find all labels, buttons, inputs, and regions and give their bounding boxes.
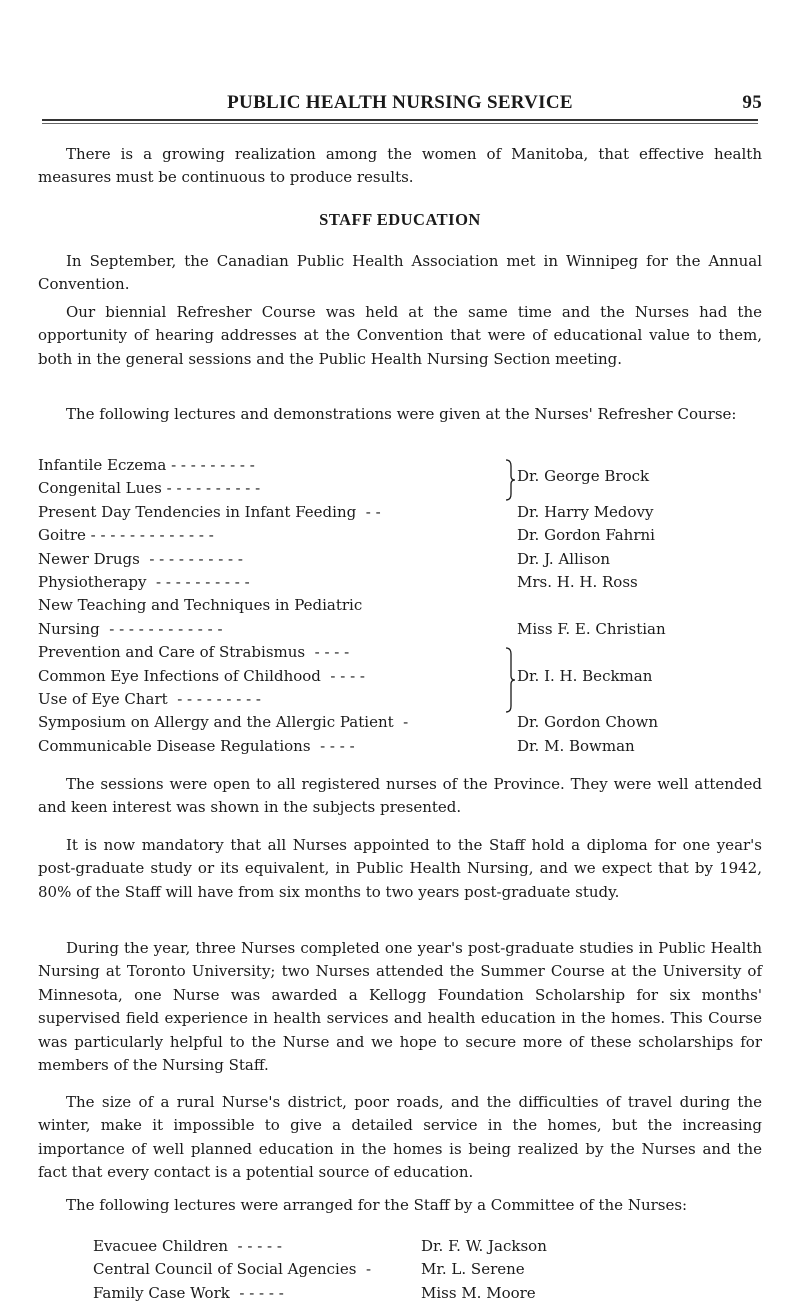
lecture-row xyxy=(38,573,762,596)
paragraph-6-block xyxy=(38,937,762,1077)
lecture-row xyxy=(38,526,762,549)
lecture-topic: Congenital Lues - - - - - - - - - - xyxy=(38,479,261,498)
lecture-row xyxy=(38,667,762,690)
paragraph-1: In September, the Canadian Public Health Association met in Winnipeg for the Annual Convention. xyxy=(38,252,762,294)
paragraph-4-block xyxy=(38,773,762,820)
header-title: PUBLIC HEALTH NURSING SERVICE xyxy=(227,92,573,113)
paragraph-4: The sessions were open to all registered nurses of the Province. They were well attended and keen interest was shown in the subjects presented. xyxy=(38,775,762,817)
staff-lecture-topic: Family Case Work - - - - - xyxy=(93,1283,284,1302)
lecture-topic: Symposium on Allergy and the Allergic Patient - xyxy=(38,713,409,732)
lecture-row xyxy=(38,643,762,666)
section-title: STAFF EDUCATION xyxy=(319,210,481,229)
speaker-beckman: Dr. I. H. Beckman xyxy=(517,667,653,685)
lecture-topic: Physiotherapy - - - - - - - - - - xyxy=(38,572,250,591)
lecture-row xyxy=(38,550,762,573)
lecture-row xyxy=(38,456,762,479)
lecture-speaker: Dr. Harry Medovy xyxy=(517,502,654,521)
lecture-topic: Newer Drugs - - - - - - - - - - xyxy=(38,549,243,568)
brace-beckman xyxy=(504,646,516,714)
speaker-brock: Dr. George Brock xyxy=(517,467,650,485)
paragraph-7-block xyxy=(38,1091,762,1185)
lecture-row xyxy=(38,620,762,643)
intro-paragraph-block xyxy=(38,143,762,190)
lecture-row xyxy=(38,737,762,760)
lecture-speaker: Mrs. H. H. Ross xyxy=(517,572,638,591)
paragraph-3: The following lectures and demonstrations were given at the Nurses' Refresher Course: xyxy=(66,405,737,423)
staff-lecture-speaker: Dr. F. W. Jackson xyxy=(421,1237,547,1255)
paragraph-6: During the year, three Nurses completed one year's post-graduate studies in Public Health Nursing at Toronto University; two Nurses attended the Summer Course at the University of Minnesota, one Nurse was awarded a Kellogg Foundation Scholarship for six months' supervised field experience in health services and health education in the homes. This Course was particularly helpful to the Nurse and we hope to secure more of these scholarships for members of the Nursing Staff. xyxy=(38,939,762,1075)
paragraph-3-block xyxy=(38,403,762,426)
staff-lecture-speaker: Mr. L. Serene xyxy=(421,1260,525,1279)
lecture-row xyxy=(38,690,762,713)
paragraph-5-block xyxy=(38,834,762,904)
lecture-speaker: Miss F. E. Christian xyxy=(517,619,666,638)
intro-paragraph: There is a growing realization among the women of Manitoba, that effective health measures must be continuous to produce results. xyxy=(38,145,762,187)
lecture-speaker: Dr. Gordon Fahrni xyxy=(517,526,655,545)
refresher-lecture-list xyxy=(38,456,762,760)
lecture-speaker: Dr. M. Bowman xyxy=(517,736,635,755)
brace-brock xyxy=(504,458,516,502)
paragraph-5: It is now mandatory that all Nurses appointed to the Staff hold a diploma for one year's post-graduate study or its equivalent, in Public Health Nursing, and we expect that by 1942, 80% of the Staff will have from six months to two years post-graduate study. xyxy=(38,836,762,901)
paragraph-2-block xyxy=(38,301,762,371)
header-rule-thin xyxy=(42,123,758,124)
lecture-row xyxy=(38,596,762,619)
lecture-topic: Nursing - - - - - - - - - - - - xyxy=(38,619,223,638)
lecture-topic: Goitre - - - - - - - - - - - - - xyxy=(38,526,214,545)
staff-lecture-speaker: Miss M. Moore xyxy=(421,1283,536,1302)
lecture-topic: New Teaching and Techniques in Pediatric xyxy=(38,596,363,615)
lecture-row xyxy=(38,503,762,526)
paragraph-7: The size of a rural Nurse's district, poor roads, and the difficulties of travel during the winter, make it impossible to give a detailed service in the homes, but the increasing importance of well planned education in the homes is being realized by the Nurses and the fact that every contact is a potential source of education. xyxy=(38,1093,762,1182)
paragraph-2: Our biennial Refresher Course was held at the same time and the Nurses had the opportunity of hearing addresses at the Convention that were of educational value to them, both in the general sessions and the Public Health Nursing Section meeting. xyxy=(38,303,762,368)
lecture-topic: Communicable Disease Regulations - - - - xyxy=(38,736,355,755)
header-rule xyxy=(42,119,758,121)
lecture-row xyxy=(38,479,762,502)
lecture-speaker: Dr. Gordon Chown xyxy=(517,713,658,732)
lecture-topic: Prevention and Care of Strabismus - - - - xyxy=(38,643,350,662)
staff-lecture-topic: Evacuee Children - - - - - xyxy=(93,1237,282,1255)
lecture-topic: Common Eye Infections of Childhood - - - - xyxy=(38,666,366,685)
page-number: 95 xyxy=(742,92,762,113)
lecture-topic: Present Day Tendencies in Infant Feeding - - xyxy=(38,502,381,521)
lecture-topic: Infantile Eczema - - - - - - - - - xyxy=(38,456,255,474)
paragraph-8-block xyxy=(38,1194,762,1217)
staff-lecture-topic: Central Council of Social Agencies - xyxy=(93,1260,372,1279)
lecture-speaker: Dr. J. Allison xyxy=(517,549,611,568)
lecture-row xyxy=(38,713,762,736)
lecture-topic: Use of Eye Chart - - - - - - - - - xyxy=(38,689,261,708)
paragraph-1-block xyxy=(38,250,762,297)
paragraph-8: The following lectures were arranged for the Staff by a Committee of the Nurses: xyxy=(66,1196,688,1214)
